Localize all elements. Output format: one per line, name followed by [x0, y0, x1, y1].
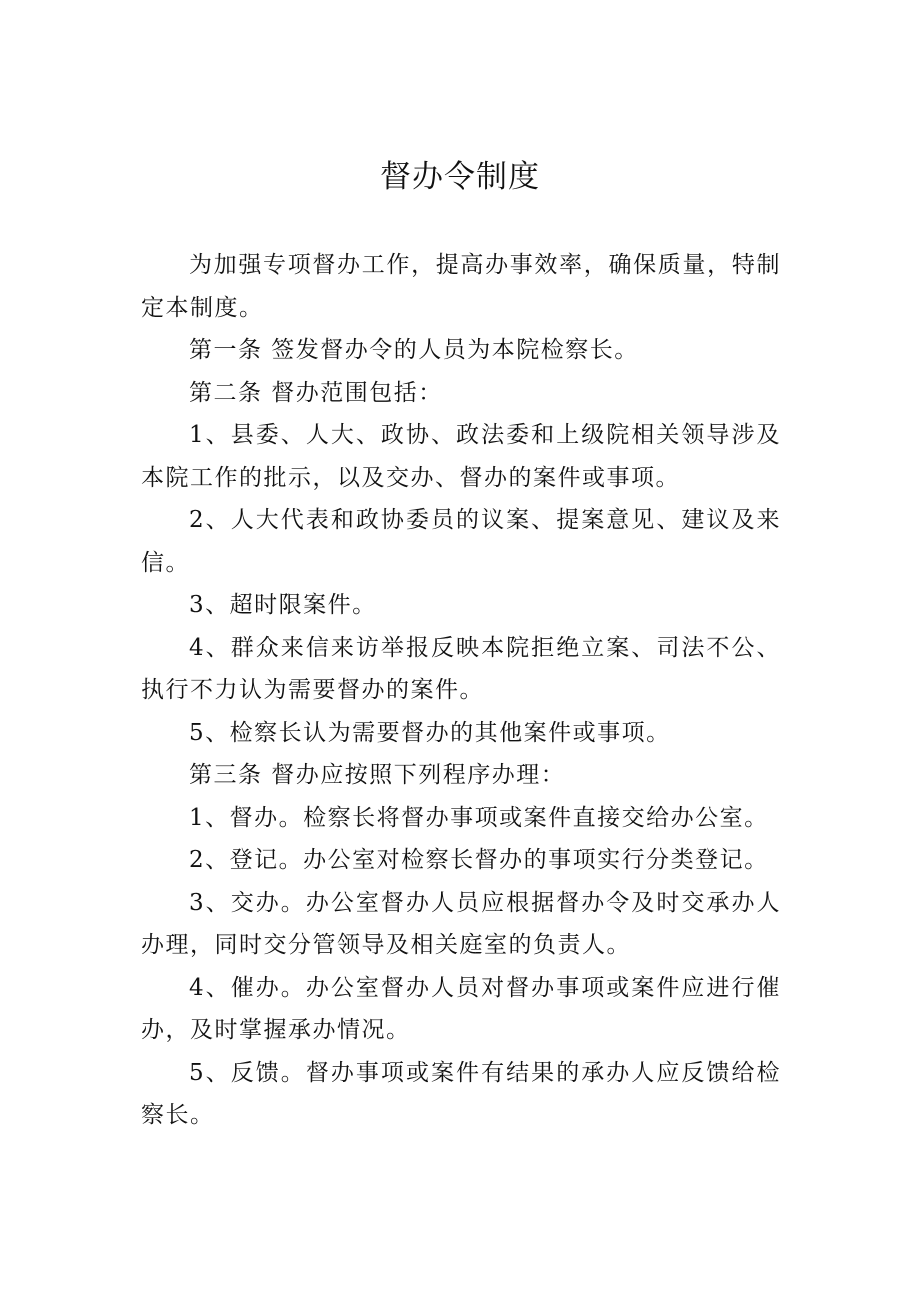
paragraph-scope-item-2: 2、人大代表和政协委员的议案、提案意见、建议及来信。 [141, 507, 781, 576]
paragraph-procedure-item-3: 3、交办。办公室督办人员应根据督办令及时交承办人办理，同时交分管领导及相关庭室的负责人。 [141, 889, 781, 958]
document-title: 督办令制度 [380, 159, 540, 195]
paragraph-scope-item-3: 3、超时限案件。 [189, 592, 377, 618]
paragraph-intro: 为加强专项督办工作，提高办事效率，确保质量，特制定本制度。 [141, 252, 781, 321]
paragraph-article-3: 第三条 督办应按照下列程序办理： [189, 762, 566, 788]
paragraph-procedure-item-1: 1、督办。检察长将督办事项或案件直接交给办公室。 [189, 804, 769, 831]
paragraph-procedure-item-2: 2、登记。办公室对检察长督办的事项实行分类登记。 [189, 847, 769, 873]
paragraph-article-2: 第二条 督办范围包括： [189, 379, 443, 406]
paragraph-scope-item-1: 1、县委、人大、政协、政法委和上级院相关领导涉及本院工作的批示，以及交办、督办的案件或事项。 [141, 422, 781, 491]
paragraph-article-1: 第一条 签发督办令的人员为本院检察长。 [189, 337, 639, 363]
document-body [141, 244, 781, 1137]
paragraph-procedure-item-4: 4、催办。办公室督办人员对督办事项或案件应进行催办，及时掌握承办情况。 [141, 974, 781, 1043]
paragraph-scope-item-4: 4、群众来信来访举报反映本院拒绝立案、司法不公、执行不力认为需要督办的案件。 [141, 634, 781, 703]
paragraph-procedure-item-5: 5、反馈。督办事项或案件有结果的承办人应反馈给检察长。 [141, 1059, 781, 1128]
paragraph-scope-item-5: 5、检察长认为需要督办的其他案件或事项。 [189, 719, 671, 746]
